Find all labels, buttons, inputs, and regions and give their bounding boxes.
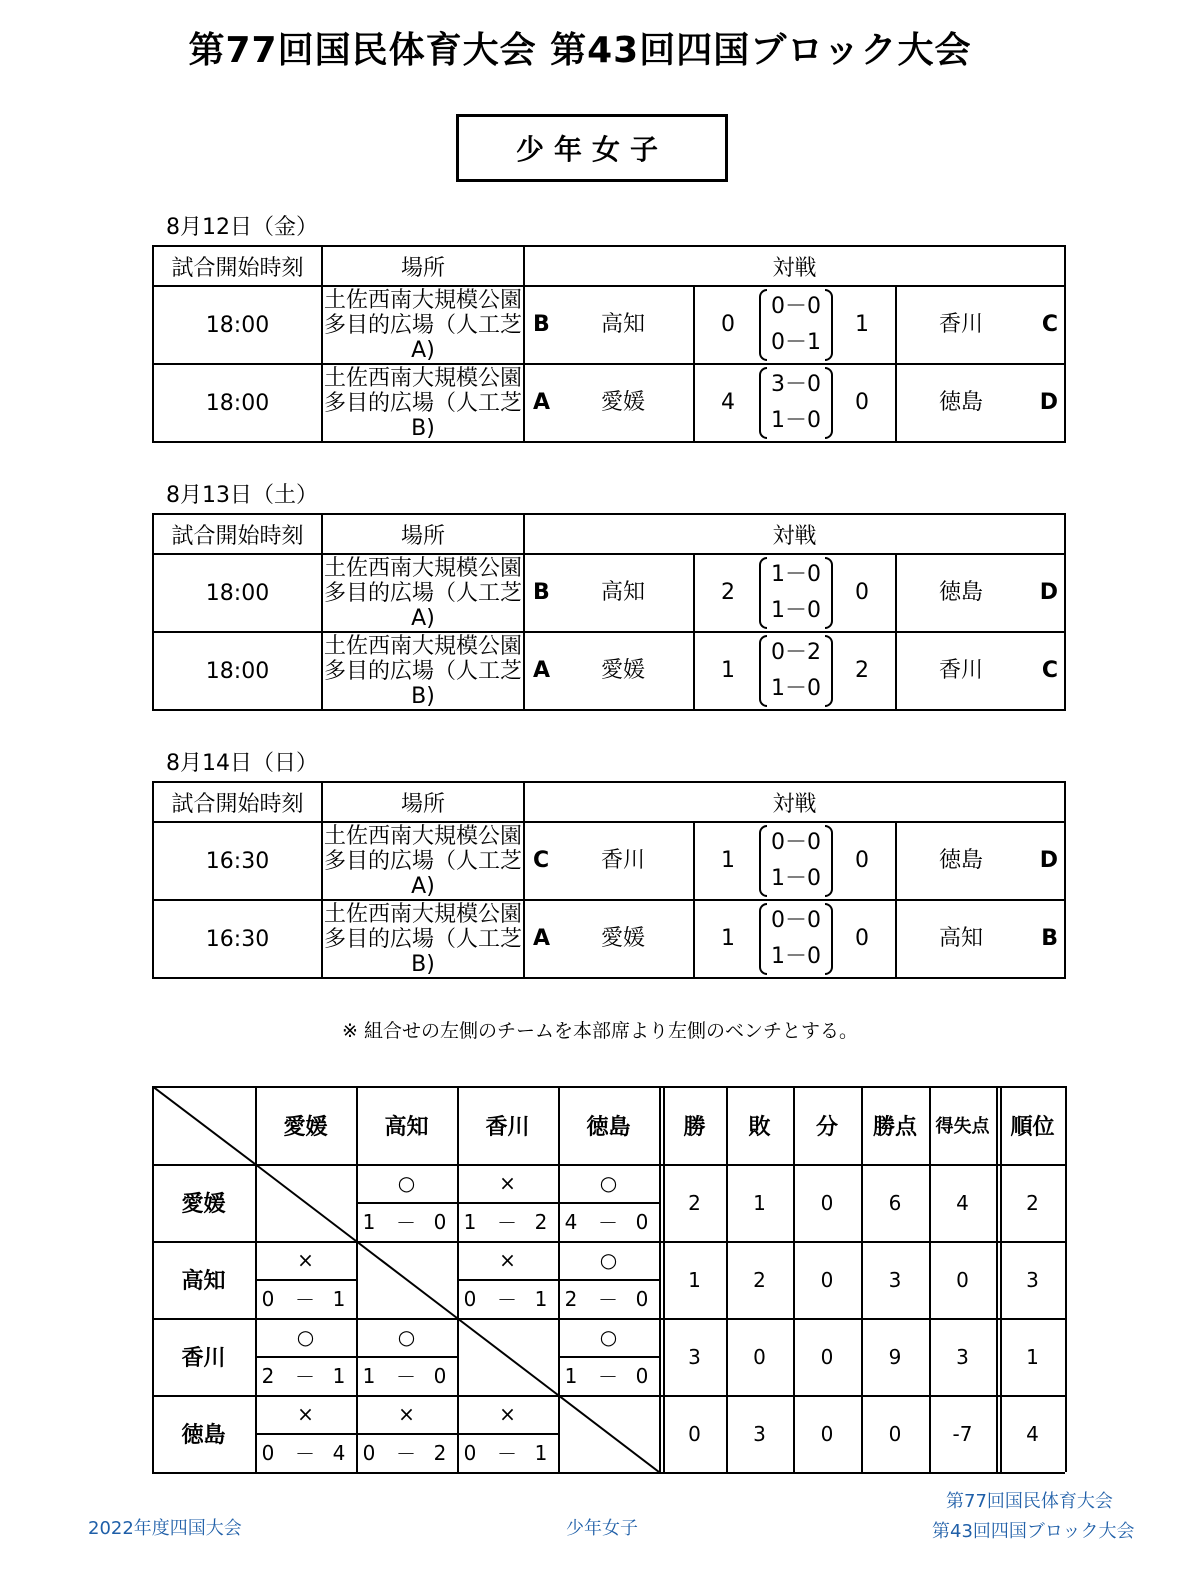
score-dash: － — [497, 1288, 517, 1312]
left-group-letter: B — [533, 580, 550, 605]
stat-value: 0 — [820, 1267, 834, 1292]
right-team-name: 香川 — [939, 658, 984, 683]
schedule-table — [152, 513, 1066, 711]
match-time: 18:00 — [153, 286, 322, 364]
stat-value: 2 — [1026, 1190, 1039, 1215]
stat-value: 3 — [956, 1344, 969, 1369]
col-header-team: 香川 — [485, 1114, 530, 1140]
score-dash: － — [598, 1211, 618, 1235]
score-dash: － — [497, 1442, 517, 1466]
second-half-score: 1－0 — [771, 944, 821, 969]
score-dash: － — [598, 1288, 618, 1312]
score-against: 1 — [332, 1363, 346, 1388]
left-team-cell — [524, 286, 694, 364]
result-mark: × — [297, 1248, 314, 1272]
left-team-name: 高知 — [601, 580, 646, 605]
left-total-score: 1 — [721, 926, 735, 951]
left-team-name: 愛媛 — [601, 658, 646, 683]
schedule-table — [152, 781, 1066, 979]
first-half-score: 3－0 — [771, 372, 821, 397]
half-scores — [759, 635, 833, 707]
venue-line: 土佐西南大規模公園 — [323, 823, 522, 849]
header-venue: 場所 — [322, 782, 524, 822]
col-header-stat: 分 — [815, 1114, 838, 1140]
schedule-header-row — [153, 782, 1065, 822]
col-header-stat: 敗 — [748, 1114, 771, 1140]
venue-line: 多目的広場（人工芝 — [323, 390, 522, 416]
half-scores — [759, 557, 833, 629]
score-for: 0 — [362, 1440, 376, 1465]
left-group-letter: B — [533, 312, 550, 337]
stat-value: 3 — [688, 1344, 701, 1369]
score-against: 0 — [433, 1209, 447, 1234]
result-mark: ○ — [599, 1325, 618, 1349]
left-total-score: 4 — [721, 390, 735, 415]
col-header-stat: 勝点 — [872, 1114, 917, 1140]
left-total-score: 0 — [721, 312, 735, 337]
result-mark: ○ — [599, 1248, 618, 1272]
header-venue: 場所 — [322, 246, 524, 286]
col-header-team: 高知 — [384, 1114, 429, 1140]
right-team-cell — [896, 554, 1065, 632]
match-row — [153, 554, 1065, 632]
left-team-cell — [524, 900, 694, 978]
left-team-name: 香川 — [601, 848, 646, 873]
stat-value: 3 — [1026, 1267, 1039, 1292]
grid-line — [152, 1472, 1065, 1474]
venue-line: 土佐西南大規模公園 — [323, 287, 522, 313]
first-half-score: 0－0 — [771, 830, 821, 855]
right-team-name: 高知 — [939, 926, 984, 951]
score-dash: － — [396, 1211, 416, 1235]
score-against: 1 — [534, 1440, 548, 1465]
right-total-score: 1 — [855, 312, 869, 337]
score-against: 0 — [433, 1363, 447, 1388]
score-for: 0 — [261, 1440, 275, 1465]
score-against: 1 — [332, 1286, 346, 1311]
header-match: 対戦 — [524, 514, 1065, 554]
score-for: 1 — [564, 1363, 578, 1388]
schedule-header-row — [153, 246, 1065, 286]
match-time: 18:00 — [153, 364, 322, 442]
score-dash: － — [598, 1365, 618, 1389]
score-against: 0 — [635, 1209, 649, 1234]
footer-right-line1: 第77回国民体育大会 — [946, 1491, 1113, 1512]
score-for: 1 — [362, 1209, 376, 1234]
half-scores — [759, 825, 833, 897]
first-half-score: 1－0 — [771, 562, 821, 587]
left-group-letter: A — [533, 390, 551, 415]
venue-line: A) — [411, 337, 435, 363]
venue-line: 土佐西南大規模公園 — [323, 555, 522, 581]
footer-right-line2: 第43回四国ブロック大会 — [932, 1521, 1135, 1542]
score-cell — [694, 286, 896, 364]
col-header-team: 徳島 — [586, 1114, 631, 1140]
venue-line: B) — [411, 683, 435, 709]
right-total-score: 0 — [855, 926, 869, 951]
right-team-cell — [896, 632, 1065, 710]
schedule-table — [152, 245, 1066, 443]
match-venue — [322, 632, 524, 710]
stat-value: -7 — [952, 1421, 973, 1446]
score-dash: － — [295, 1365, 315, 1389]
header-venue: 場所 — [322, 514, 524, 554]
stat-value: 3 — [888, 1267, 902, 1292]
right-group-letter: D — [1039, 390, 1059, 415]
diagonal-line — [152, 1086, 255, 1164]
result-mark: ○ — [397, 1325, 416, 1349]
right-total-score: 0 — [855, 848, 869, 873]
left-total-score: 1 — [721, 658, 735, 683]
score-against: 0 — [635, 1363, 649, 1388]
header-match: 対戦 — [524, 246, 1065, 286]
stat-value: 9 — [888, 1344, 902, 1369]
result-mark: × — [499, 1171, 516, 1195]
left-team-name: 愛媛 — [601, 926, 646, 951]
row-header-team: 香川 — [181, 1346, 226, 1371]
first-half-score: 0－0 — [771, 294, 821, 319]
venue-line: B) — [411, 415, 435, 441]
venue-line: 多目的広場（人工芝 — [323, 658, 522, 684]
stat-value: 0 — [753, 1344, 766, 1369]
stat-value: 0 — [956, 1267, 969, 1292]
score-dash: － — [497, 1211, 517, 1235]
score-cell — [694, 364, 896, 442]
stat-value: 0 — [820, 1421, 834, 1446]
result-mark: ○ — [599, 1171, 618, 1195]
half-scores — [759, 289, 833, 361]
diagonal-line — [558, 1395, 659, 1472]
match-venue — [322, 364, 524, 442]
score-dash: － — [396, 1365, 416, 1389]
result-mark: ○ — [397, 1171, 416, 1195]
day-label: 8月13日（土） — [166, 483, 318, 508]
venue-line: 土佐西南大規模公園 — [323, 633, 522, 659]
match-row — [153, 632, 1065, 710]
match-time: 16:30 — [153, 822, 322, 900]
match-venue — [322, 554, 524, 632]
stat-value: 1 — [1026, 1344, 1039, 1369]
left-group-letter: C — [533, 848, 550, 873]
score-for: 0 — [261, 1286, 275, 1311]
day-label: 8月12日（金） — [166, 215, 318, 240]
category-box — [456, 114, 728, 182]
match-venue — [322, 286, 524, 364]
score-against: 2 — [433, 1440, 447, 1465]
venue-line: A) — [411, 605, 435, 631]
right-group-letter: C — [1041, 312, 1059, 337]
second-half-score: 1－0 — [771, 408, 821, 433]
right-team-name: 徳島 — [939, 580, 984, 605]
venue-line: 多目的広場（人工芝 — [323, 926, 522, 952]
first-half-score: 0－2 — [771, 640, 821, 665]
stat-value: 3 — [753, 1421, 766, 1446]
left-team-cell — [524, 364, 694, 442]
score-for: 0 — [463, 1440, 477, 1465]
footer-left: 2022年度四国大会 — [88, 1518, 242, 1539]
venue-line: 多目的広場（人工芝 — [323, 312, 522, 338]
first-half-score: 0－0 — [771, 908, 821, 933]
stat-value: 2 — [688, 1190, 701, 1215]
diagonal-line — [356, 1241, 457, 1318]
score-for: 2 — [564, 1286, 578, 1311]
match-venue — [322, 822, 524, 900]
match-time: 18:00 — [153, 632, 322, 710]
match-row — [153, 364, 1065, 442]
score-dash: － — [295, 1442, 315, 1466]
right-team-cell — [896, 364, 1065, 442]
score-against: 1 — [534, 1286, 548, 1311]
bench-note: ※ 組合せの左側のチームを本部席より左側のベンチとする。 — [342, 1020, 858, 1042]
row-header-team: 高知 — [181, 1269, 226, 1294]
page-title: 第77回国民体育大会 第43回四国ブロック大会 — [188, 30, 972, 71]
col-header-stat: 勝 — [683, 1114, 706, 1140]
stat-value: 2 — [753, 1267, 766, 1292]
second-half-score: 1－0 — [771, 866, 821, 891]
grid-line — [1065, 1086, 1067, 1472]
score-cell — [694, 822, 896, 900]
result-mark: × — [398, 1402, 415, 1426]
right-total-score: 0 — [855, 390, 869, 415]
right-team-name: 徳島 — [939, 390, 984, 415]
stat-value: 0 — [688, 1421, 701, 1446]
col-header-team: 愛媛 — [283, 1114, 328, 1140]
header-match: 対戦 — [524, 782, 1065, 822]
right-group-letter: D — [1039, 848, 1059, 873]
right-group-letter: B — [1041, 926, 1059, 951]
match-row — [153, 900, 1065, 978]
row-header-team: 徳島 — [181, 1423, 226, 1448]
match-venue — [322, 900, 524, 978]
right-team-cell — [896, 822, 1065, 900]
score-cell — [694, 554, 896, 632]
stat-value: 0 — [820, 1344, 834, 1369]
half-scores — [759, 367, 833, 439]
stat-value: 1 — [753, 1190, 766, 1215]
score-for: 4 — [564, 1209, 578, 1234]
footer-center: 少年女子 — [566, 1518, 638, 1539]
header-time: 試合開始時刻 — [153, 782, 322, 822]
match-row — [153, 286, 1065, 364]
venue-line: 多目的広場（人工芝 — [323, 848, 522, 874]
result-mark: × — [499, 1402, 516, 1426]
left-team-name: 愛媛 — [601, 390, 646, 415]
score-against: 0 — [635, 1286, 649, 1311]
right-group-letter: D — [1039, 580, 1059, 605]
standings-table — [152, 1086, 1065, 1472]
venue-line: 土佐西南大規模公園 — [323, 365, 522, 391]
stat-value: 6 — [888, 1190, 902, 1215]
match-time: 18:00 — [153, 554, 322, 632]
venue-line: B) — [411, 951, 435, 977]
stat-value: 4 — [956, 1190, 969, 1215]
left-group-letter: A — [533, 658, 551, 683]
left-total-score: 2 — [721, 580, 735, 605]
venue-line: A) — [411, 873, 435, 899]
right-team-cell — [896, 286, 1065, 364]
stat-value: 0 — [888, 1421, 902, 1446]
right-team-name: 香川 — [939, 312, 984, 337]
match-time: 16:30 — [153, 900, 322, 978]
result-mark: × — [297, 1402, 314, 1426]
score-for: 2 — [261, 1363, 275, 1388]
score-cell — [694, 632, 896, 710]
header-time: 試合開始時刻 — [153, 246, 322, 286]
day-label: 8月14日（日） — [166, 751, 318, 776]
result-mark: × — [499, 1248, 516, 1272]
stat-value: 1 — [688, 1267, 701, 1292]
score-for: 1 — [463, 1209, 477, 1234]
right-team-name: 徳島 — [939, 848, 984, 873]
left-team-cell — [524, 822, 694, 900]
score-for: 1 — [362, 1363, 376, 1388]
diagonal-line — [457, 1318, 558, 1395]
stat-value: 0 — [820, 1190, 834, 1215]
right-total-score: 0 — [855, 580, 869, 605]
score-dash: － — [396, 1442, 416, 1466]
left-team-cell — [524, 632, 694, 710]
score-against: 4 — [332, 1440, 346, 1465]
score-against: 2 — [534, 1209, 548, 1234]
header-time: 試合開始時刻 — [153, 514, 322, 554]
col-header-stat: 順位 — [1010, 1114, 1055, 1140]
category-label: 少年女子 — [515, 133, 668, 166]
col-header-stat: 得失点 — [935, 1116, 990, 1137]
row-header-team: 愛媛 — [181, 1192, 226, 1217]
score-cell — [694, 900, 896, 978]
right-total-score: 2 — [855, 658, 869, 683]
second-half-score: 1－0 — [771, 676, 821, 701]
venue-line: 多目的広場（人工芝 — [323, 580, 522, 606]
match-row — [153, 822, 1065, 900]
score-dash: － — [295, 1288, 315, 1312]
right-team-cell — [896, 900, 1065, 978]
left-total-score: 1 — [721, 848, 735, 873]
score-for: 0 — [463, 1286, 477, 1311]
left-team-cell — [524, 554, 694, 632]
schedule-header-row — [153, 514, 1065, 554]
left-team-name: 高知 — [601, 312, 646, 337]
half-scores — [759, 903, 833, 975]
second-half-score: 1－0 — [771, 598, 821, 623]
venue-line: 土佐西南大規模公園 — [323, 901, 522, 927]
diagonal-line — [255, 1164, 356, 1241]
left-group-letter: A — [533, 926, 551, 951]
stat-value: 4 — [1026, 1421, 1039, 1446]
right-group-letter: C — [1041, 658, 1059, 683]
second-half-score: 0－1 — [771, 330, 821, 355]
result-mark: ○ — [296, 1325, 315, 1349]
